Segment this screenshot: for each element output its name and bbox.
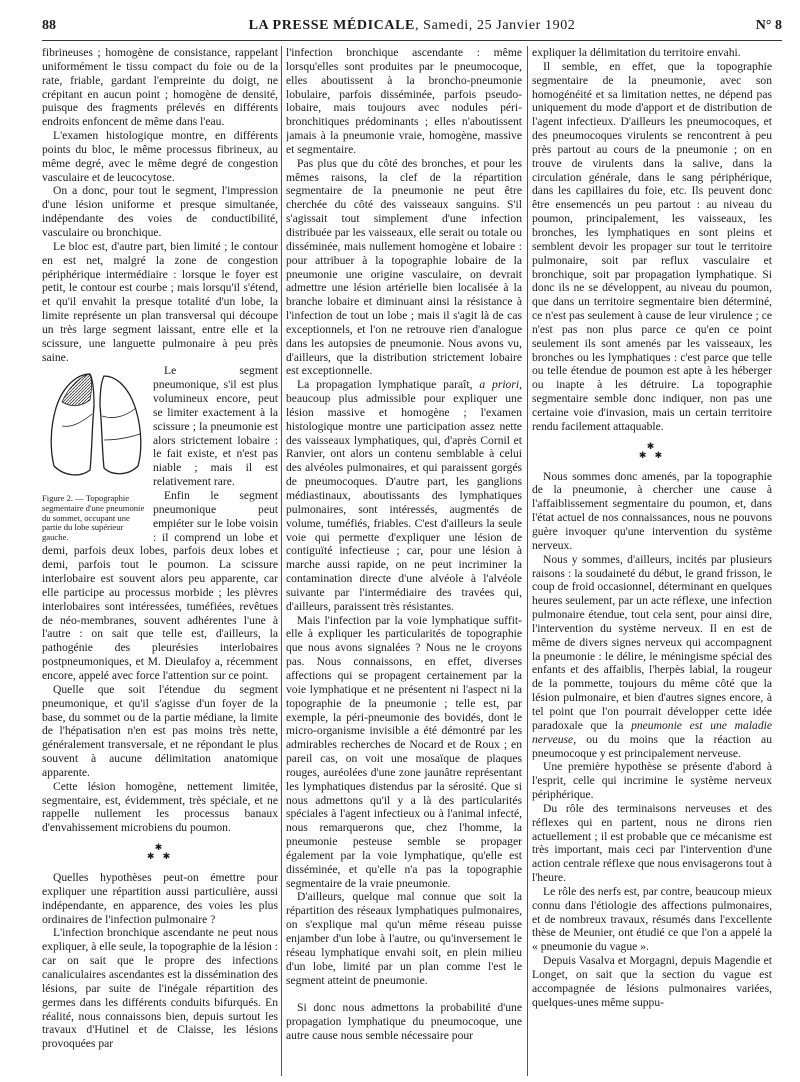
- page-number: 88: [42, 18, 56, 33]
- paragraph: Enfin le segment pneumonique peut empiéter sur le lobe voisin : il comprend un lobe et demi, parfois deux lobes, parfois deux lobes et demi, parfois tout le poumon. La scissure interlobaire est souvent alors peu apparente, car elle participe au processus morbide ; les plèvres interlobaires sont intéressées, tuméfiées, revêtues de néo-membranes, souvent adhérentes l'une à l'autre : on sait que telle est, d'ailleurs, la pathogénie des pleurésies interlobaires postpneumoniques, et M. Dieulafoy a, récemment encore, appelé avec force l'attention sur ce point.: [42, 489, 278, 682]
- issue-number: N° 8: [755, 18, 782, 33]
- running-title: [42, 18, 782, 34]
- paragraph: Quelle que soit l'étendue du segment pneumonique, et qu'il s'agisse d'un foyer de la base, du sommet ou de la partie médiane, la limite de l'hépatisation n'en est pas moins très nette, généralement transversale, et ne répondant le plus souvent à aucune délimitation anatomique apparente.: [42, 682, 278, 779]
- paragraph: Du rôle des terminaisons nerveuses et des réflexes qui en partent, nous ne dirons rien actuellement ; il est probable que ce mécanisme est très important, mais ceci par l'intervention d'une action centrale réflexe que nous envisagerons tout à l'heure.: [532, 801, 772, 885]
- section-separator: [42, 843, 278, 861]
- journal-title: LA PRESSE MÉDICALE: [248, 18, 415, 33]
- text-run: , beaucoup plus admissible pour expliquer une lésion massive et homogène ; l'examen histologique montre une participation assez nette des vaisseaux lymphatiques, qui, d'après Cornil et Ranvier, ont alors un contenu semblable à celui des alvéoles pulmonaires, et qui paraissent gorgés de pneumocoques. D'autre part, les ganglions médiastinaux, aboutissants des lymphatiques pulmonaires, sont intéressés, augmentés de volume, tuméfiés, friables. C'est d'ailleurs la seule voie qui permette d'expliquer une lésion de contiguïté infectieuse ; car, pour une lésion à marche aussi rapide, on ne peut incriminer la contamination directe d'une alvéole à l'alvéole suivante par l'intermédiaire des travées qui, d'ailleurs, paraissent très résistantes.: [286, 378, 522, 613]
- emphasis: pneumonie est une maladie nerveuse: [532, 718, 772, 746]
- paragraph: fibrineuses ; homogène de consistance, rappelant uniformément le tissu compact du foie ou de la rate, friable, gardant l'empreinte du doigt, ne crépitant en aucun point ; homogène de densité, puisque des fragments prélevés en différents endroits enfoncent de même dans l'eau.: [42, 46, 278, 129]
- paragraph: l'infection bronchique ascendante : même lorsqu'elles sont produites par le pneumocoque, elles aboutissent à la broncho-pneumonie lobulaire, parfois disséminée, parfois pseudo-lobaire, mais toujours avec nodules péri-bronchitiques prédominants ; elles n'aboutissent jamais à la pneumonie vraie, homogène, massive et segmentaire.: [286, 46, 522, 156]
- separator-star: ✱: [154, 842, 166, 853]
- paragraph: Mais l'infection par la voie lymphatique suffit-elle à expliquer les particularités de topographie que nous avons signalées ? Nous ne le croyons pas. Nous connaissons, en effet, diverses affections qui se propagent certainement par la voie lymphatique et ne présentent ni l'aspect ni la topographie de la pneumonie ; telle est, par exemple, la péri-pneumonie des bovidés, dont le micro-organisme invisible a été démontré par les admirables recherches de Nocard et de Roux ; en pareil cas, on voit une mosaïque de plaques rouges, auréolées d'une zone jaunâtre représentant les lymphatiques distendus par la sérosité. Que si nous admettons qu'il y a là des particularités spéciales à l'agent infectieux ou à l'animal infecté, nous remarquerons que, chez l'homme, la pneumonie pesteuse semble se propager également par la voie lymphatique, qu'elle est disséminée, et qu'elle n'a pas la topographie segmentaire de la vraie pneumonie.: [286, 613, 522, 890]
- paragraph: Il semble, en effet, que la topographie segmentaire de la pneumonie, avec son homogénéité et sa limitation nettes, ne dépend pas uniquement du mode d'apport et de distribution de l'agent infectieux. D'ailleurs les pneumocoques, et des pneumocoques virulents se rencontrent à peu près partout au cours de la pneumonie ; on en trouve de virulents dans la salive, dans la circulation générale, dans le sang périphérique, dans les capillaires du foie, etc. Ils peuvent donc être ensemencés un peu partout : au niveau du poumon, principalement, les vaisseaux, les bronches, les lymphatiques en sont pleins et semblent devoir les propager sur tout le territoire pulmonaire, soit par reflux vasculaire et bronchique, soit par propagation lymphatique. Si donc ils ne se développent, au niveau du poumon, que dans un territoire segmentaire bien déterminé, ce n'est pas seulement à cause de leur virulence ; ce n'est pas non plus parce ce qu'en ce point seulement ils sont amenés par les vaisseaux, les bronches ou les lymphatiques : c'est parce que telle ou telle étendue de poumon est apte à les héberger ou inapte à les détruire. La topographie segmentaire semble donc indiquer, non pas une certaine voie d'invasion, mais un certain territoire rendu facilement attaquable.: [532, 59, 772, 433]
- separator-star: ✱: [646, 440, 658, 451]
- lung-outline-illustration: [42, 366, 148, 494]
- paragraph: expliquer la délimitation du territoire envahi.: [532, 46, 741, 59]
- paragraph: Le segment pneumonique, s'il est plus volumineux encore, peut se limiter exactement à la scissure ; la pneumonie est alors strictement lobaire : le fait existe, et n'est pas niable ; mais il est relativement rare.: [153, 364, 278, 489]
- paragraph: L'examen histologique montre, en différents points du bloc, le même processus fibrineux, au même degré, avec le même degré de congestion vasculaire et de leucocytose.: [42, 129, 278, 184]
- paragraph: Quelles hypothèses peut-on émettre pour expliquer une répartition aussi particulière, aussi indépendante, en apparence, des voies les plus ordinaires de l'infection pulmonaire ?: [42, 871, 278, 926]
- column-3: [532, 46, 772, 1076]
- paragraph: Une première hypothèse se présente d'abord à l'esprit, celle qui incrimine le système nerveux périphérique.: [532, 760, 772, 802]
- column-rule: [281, 46, 282, 1076]
- separator-stars: ✱ ✱: [638, 449, 666, 460]
- text-run: Nous y sommes, d'ailleurs, incités par plusieurs raisons : la soudaineté du début, le grand frisson, le coup de froid occasionnel, déterminant en quelques heures seulement, par un acte réflexe, une infection pulmonaire étendue, tout cela sent, pour ainsi dire, l'intervention du système nerveux. Il en est de même de divers signes nerveux qui accompagnent la pneumonie : le délire, le méningisme spécial des enfants et des affaiblis, l'herpès labial, la rougeur de la pommette, toujours du même côté que la lésion pulmonaire, et bien d'autres signes encore, à tel point que l'on pourrait développer cette idée paradoxale que la: [532, 552, 772, 732]
- paragraph: Depuis Vasalva et Morgagni, depuis Magendie et Longet, on sait que la section du vague est accompagnée de lésions pulmonaires variées, quelques-unes même suppu-: [532, 954, 772, 1009]
- paragraph: L'infection bronchique ascendante ne peut nous expliquer, à elle seule, la topographie de la lésion : car on sait que le propre des infections canaliculaires ascendantes est la dissémination des lésions, par suite de l'inégale répartition des germes dans les différents conduits bifurqués. En réalité, nous connaissons bien, depuis surtout les travaux d'Hutinel et de Claisse, les lésions provoquées par: [42, 926, 278, 1051]
- paragraph: On a donc, pour tout le segment, l'impression d'une lésion uniforme et presque simultanée, indépendante des voies de conductibilité, vasculaire ou bronchique.: [42, 184, 278, 239]
- emphasis: a priori: [479, 378, 520, 392]
- paragraph: [532, 553, 772, 761]
- paragraph: [286, 378, 522, 613]
- figure-label: Figure 2.: [42, 493, 74, 504]
- paragraph: Cette lésion homogène, nettement limitée, segmentaire, est, évidemment, très spéciale, et ne rappelle nullement les processus banaux d'envahissement microbiens du poumon.: [42, 779, 278, 835]
- paragraph: Le rôle des nerfs est, par contre, beaucoup mieux connu dans l'étiologie des affections pulmonaires, et de nombreux travaux, résumés dans l'excellente thèse de Meunier, ont étudié ce que l'on a appelé la « pneumonie du vague ».: [532, 884, 772, 954]
- paragraph: Le bloc est, d'autre part, bien limité ; le contour en est net, malgré la zone de congestion périphérique intermédiaire : lorsque le foyer est petit, le contour est courbe ; mais lorsqu'il s'étend, et qu'il envahit la presque totalité d'un lobe, la limite représente un plan transversal qui découpe un très large segment laissant, entre elle et la scissure, une languette pulmonaire à peu près saine.: [42, 239, 278, 364]
- paragraph: Nous sommes donc amenés, par la topographie de la pneumonie, à chercher une cause à l'affaiblissement segmentaire du poumon, et, dans l'état actuel de nos connaissances, nous ne pouvons guère invoquer qu'une intervention du système nerveux.: [532, 469, 772, 552]
- text-run: , ou du moins que la réaction au pneumocoque y est principalement nerveuse.: [532, 732, 772, 760]
- paragraph: Pas plus que du côté des bronches, et pour les mêmes raisons, la clef de la répartition segmentaire de la pneumonie ne peut être cherchée du côté des vaisseaux sanguins. S'il s'agissait tout simplement d'une infection distribuée par les vaisseaux, elle serait ou totale ou disséminée, mais nullement homogène et lobaire : pour attribuer à la topographie lobaire de la pneumonie une origine vasculaire, on devrait admettre une lésion artérielle bien localisée à la branche lobaire et diminuant ainsi la résistance à l'infection de tout un lobe ; mais il s'agit là de cas exceptionnels, et l'on ne retrouve rien d'analogue dans les autopsies de pneumonie. Nous avons vu, d'ailleurs, que la distribution strictement lobaire est exceptionnelle.: [286, 156, 522, 378]
- figure-caption-text: — Topographie segmentaire d'une pneumonie du sommet, occupant une partie du lobe supérieur gauche.: [42, 493, 145, 542]
- paragraph: Si donc nous admettons la probabilité d'une propagation lymphatique du pneumocoque, une autre cause nous semble nécessaire pour: [286, 1001, 522, 1043]
- separator-stars: ✱ ✱: [146, 851, 174, 862]
- article-columns: [42, 46, 782, 1076]
- issue-date: , Samedi, 25 Janvier 1902: [414, 18, 576, 33]
- figure-caption: [42, 494, 148, 542]
- column-2: [286, 46, 522, 1076]
- text-run: La propagation lymphatique paraît,: [297, 378, 480, 392]
- column-1: [42, 46, 278, 1076]
- section-separator: [532, 442, 772, 460]
- page-header: [42, 14, 782, 41]
- column-rule: [527, 46, 528, 1076]
- paragraph: D'ailleurs, quelque mal connue que soit la répartition des réseaux lymphatiques pulmonaires, on s'explique mal qu'un même réseau puisse enjamber d'un lobe à l'autre, ou qu'inversement le réseau lymphatique envahi soit, en plein milieu d'un lobe, limité par un plan comme l'est le segment atteint de pneumonie.: [286, 890, 522, 987]
- figure-lung-diagram: [42, 366, 148, 542]
